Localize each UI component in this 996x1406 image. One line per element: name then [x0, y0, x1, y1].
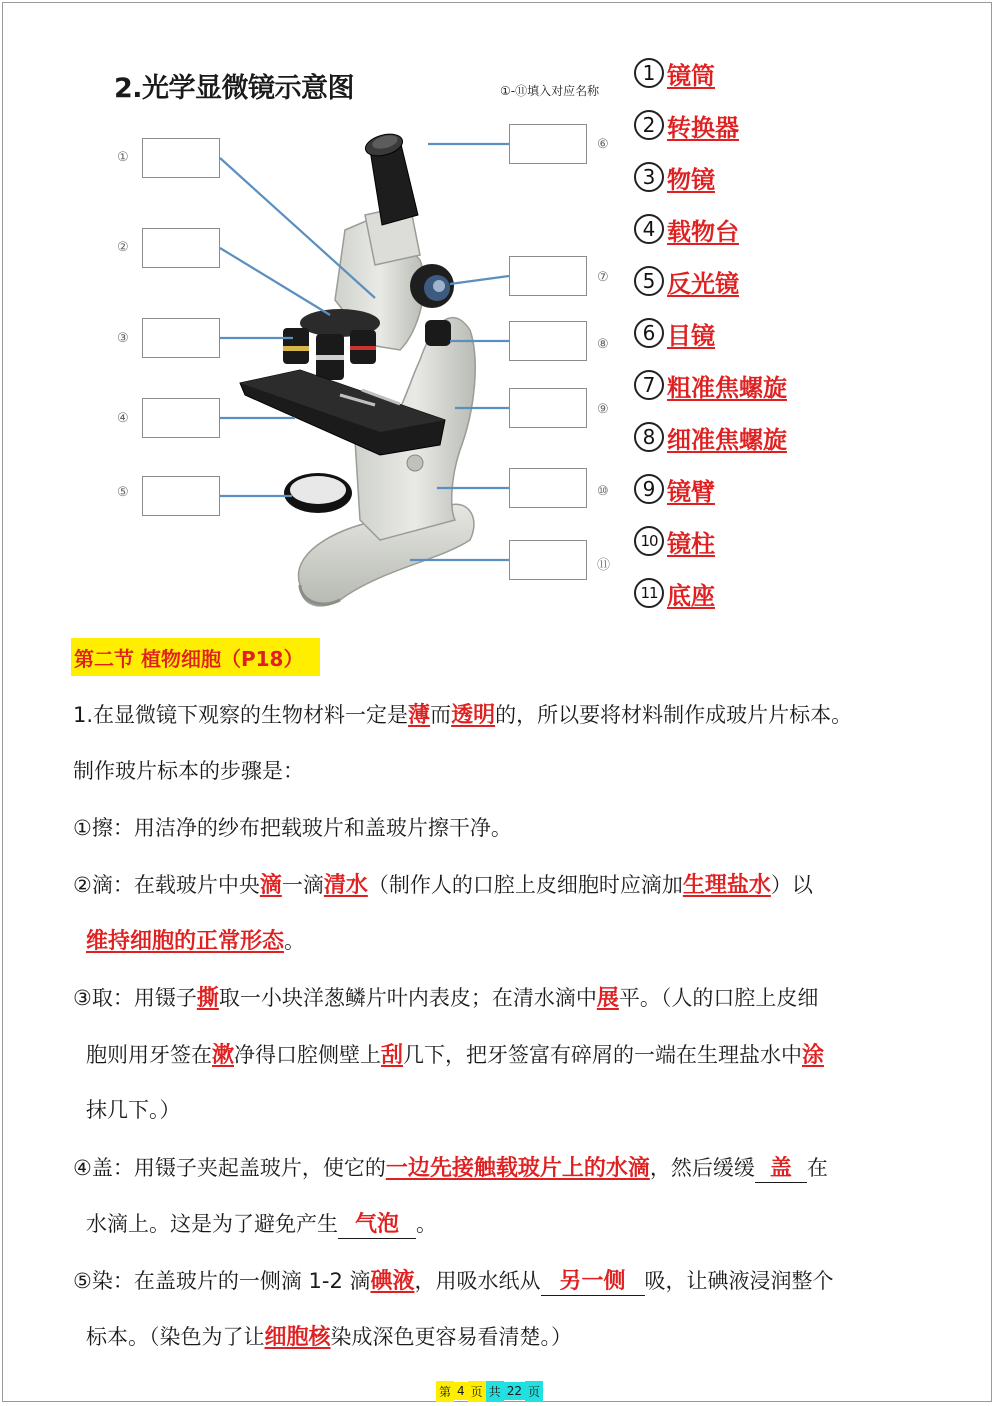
answer-number-3: 3 — [634, 162, 664, 192]
answer-text-1: 镜筒 — [667, 61, 715, 90]
paragraph-1-line-2: 制作玻片标本的步骤是： — [73, 759, 304, 783]
answer-item-4 — [634, 211, 739, 247]
answer-item-2 — [634, 107, 739, 143]
section-heading: 第二节 植物细胞（P18） — [71, 638, 320, 676]
label-number-11: ⑪ — [597, 558, 611, 573]
paragraph-1-line-1 — [73, 698, 852, 729]
answer-item-5 — [634, 263, 739, 299]
answer-span: 涂 — [802, 1043, 825, 1068]
answer-item-8 — [634, 419, 787, 455]
answer-item-6 — [634, 315, 715, 351]
answer-number-2: 2 — [634, 110, 664, 140]
label-number-8: ⑧ — [597, 337, 609, 352]
text-span: ）以 — [770, 873, 813, 897]
answer-text-4: 载物台 — [667, 217, 739, 246]
answer-blank: 盖 — [755, 1151, 807, 1183]
step-2-line-2 — [86, 924, 305, 955]
answer-item-10 — [634, 523, 715, 559]
text-span: 平。（人的口腔上皮细 — [618, 986, 819, 1010]
answer-span: 刮 — [381, 1043, 404, 1068]
answer-item-9 — [634, 471, 715, 507]
text-span: 标本。（染色为了让 — [86, 1325, 265, 1349]
answer-text-5: 反光镜 — [667, 269, 739, 298]
answer-text-10: 镜柱 — [667, 529, 715, 558]
text-span: 水滴上。这是为了避免产生 — [86, 1212, 338, 1236]
answer-span: 撕 — [196, 986, 219, 1011]
text-span: 而 — [430, 703, 452, 727]
label-number-1: ① — [117, 150, 129, 165]
text-span: 净得口腔侧壁上 — [234, 1043, 382, 1067]
text-span: 吸，让碘液浸润整个 — [644, 1269, 834, 1293]
text-span: 的，所以要将材料制作成玻片片标本。 — [495, 703, 853, 727]
text-span: 。 — [416, 1212, 437, 1236]
text-span: ⑤染：在盖玻片的一侧滴 1-2 滴 — [73, 1269, 371, 1293]
answer-span: 漱 — [212, 1043, 235, 1068]
diagram-hint: ①-⑪填入对应名称 — [500, 84, 600, 98]
diagram-title: 2.光学显微镜示意图 — [114, 73, 355, 104]
text-span: （制作人的口腔上皮细胞时应滴加 — [367, 873, 683, 897]
answer-span: 展 — [596, 986, 619, 1011]
answer-span: 细胞核 — [264, 1325, 331, 1350]
label-number-9: ⑨ — [597, 402, 609, 417]
label-number-5: ⑤ — [117, 485, 129, 500]
text-span: 几下，把牙签富有碎屑的一端在生理盐水中 — [403, 1043, 803, 1067]
text-span: 1.在显微镜下观察的生物材料一定是 — [73, 703, 409, 727]
answer-span: 滴 — [259, 873, 282, 898]
step-3-line-2 — [86, 1038, 824, 1069]
text-span: 染成深色更容易看清楚。） — [330, 1325, 573, 1349]
answer-number-8: 8 — [634, 422, 664, 452]
answer-number-1: 1 — [634, 58, 664, 88]
answer-item-7 — [634, 367, 787, 403]
answer-item-3 — [634, 159, 715, 195]
answer-blank: 另一侧 — [541, 1264, 645, 1296]
step-1-line: ①擦：用洁净的纱布把载玻片和盖玻片擦干净。 — [73, 816, 512, 840]
answer-number-4: 4 — [634, 214, 664, 244]
answer-number-11: 11 — [634, 578, 664, 608]
answer-span: 清水 — [323, 873, 368, 898]
step-5-line-1 — [73, 1264, 834, 1296]
answer-span: 碘液 — [370, 1269, 415, 1294]
text-span: 取一小块洋葱鳞片叶内表皮；在清水滴中 — [218, 986, 597, 1010]
answer-number-7: 7 — [634, 370, 664, 400]
answer-text-3: 物镜 — [667, 165, 715, 194]
text-span: 。 — [284, 929, 306, 953]
label-number-3: ③ — [117, 331, 129, 346]
answer-number-6: 6 — [634, 318, 664, 348]
footer-text: 页 — [525, 1381, 543, 1402]
answer-text-11: 底座 — [667, 581, 715, 610]
answer-number-10: 10 — [634, 526, 664, 556]
microscope-illustration — [0, 0, 996, 620]
page-indicator — [436, 1380, 543, 1402]
answer-span: 生理盐水 — [682, 873, 771, 898]
total-pages: 22 — [504, 1382, 525, 1400]
label-number-2: ② — [117, 240, 129, 255]
step-3-line-3: 抹几下。） — [86, 1098, 181, 1122]
text-span: 一滴 — [281, 873, 324, 897]
answer-item-11 — [634, 575, 715, 611]
label-number-10: ⑩ — [597, 484, 609, 499]
answer-span: 透明 — [451, 703, 496, 728]
step-4-line-1 — [73, 1151, 828, 1183]
answer-span: 一边先接触载玻片上的水滴 — [385, 1156, 650, 1181]
answer-number-5: 5 — [634, 266, 664, 296]
text-span: ③取：用镊子 — [73, 986, 197, 1010]
text-span: 胞则用牙签在 — [86, 1043, 212, 1067]
label-number-4: ④ — [117, 411, 129, 426]
text-span: ，用吸水纸从 — [414, 1269, 541, 1293]
label-number-7: ⑦ — [597, 270, 609, 285]
answer-number-9: 9 — [634, 474, 664, 504]
answer-blank: 气泡 — [338, 1207, 416, 1239]
footer-text: 页 — [468, 1381, 486, 1402]
text-span: ④盖：用镊子夹起盖玻片，使它的 — [73, 1156, 386, 1180]
answer-text-7: 粗准焦螺旋 — [667, 373, 787, 402]
current-page: 4 — [454, 1382, 468, 1400]
step-3-line-1 — [73, 981, 818, 1012]
answer-item-1 — [634, 55, 715, 91]
step-5-line-2 — [86, 1320, 572, 1351]
answer-text-8: 细准焦螺旋 — [667, 425, 787, 454]
answer-text-9: 镜臂 — [667, 477, 715, 506]
step-2-line-1 — [73, 868, 813, 899]
step-4-line-2 — [86, 1207, 437, 1239]
answer-text-2: 转换器 — [667, 113, 739, 142]
answer-text-6: 目镜 — [667, 321, 715, 350]
text-span: 在 — [806, 1156, 828, 1180]
text-span: ，然后缓缓 — [649, 1156, 755, 1180]
label-number-6: ⑥ — [597, 137, 609, 152]
footer-text: 共 — [486, 1381, 504, 1402]
footer-text: 第 — [436, 1381, 454, 1402]
text-span: ②滴：在载玻片中央 — [73, 873, 260, 897]
answer-span: 维持细胞的正常形态 — [86, 929, 285, 954]
answer-span: 薄 — [408, 703, 431, 728]
